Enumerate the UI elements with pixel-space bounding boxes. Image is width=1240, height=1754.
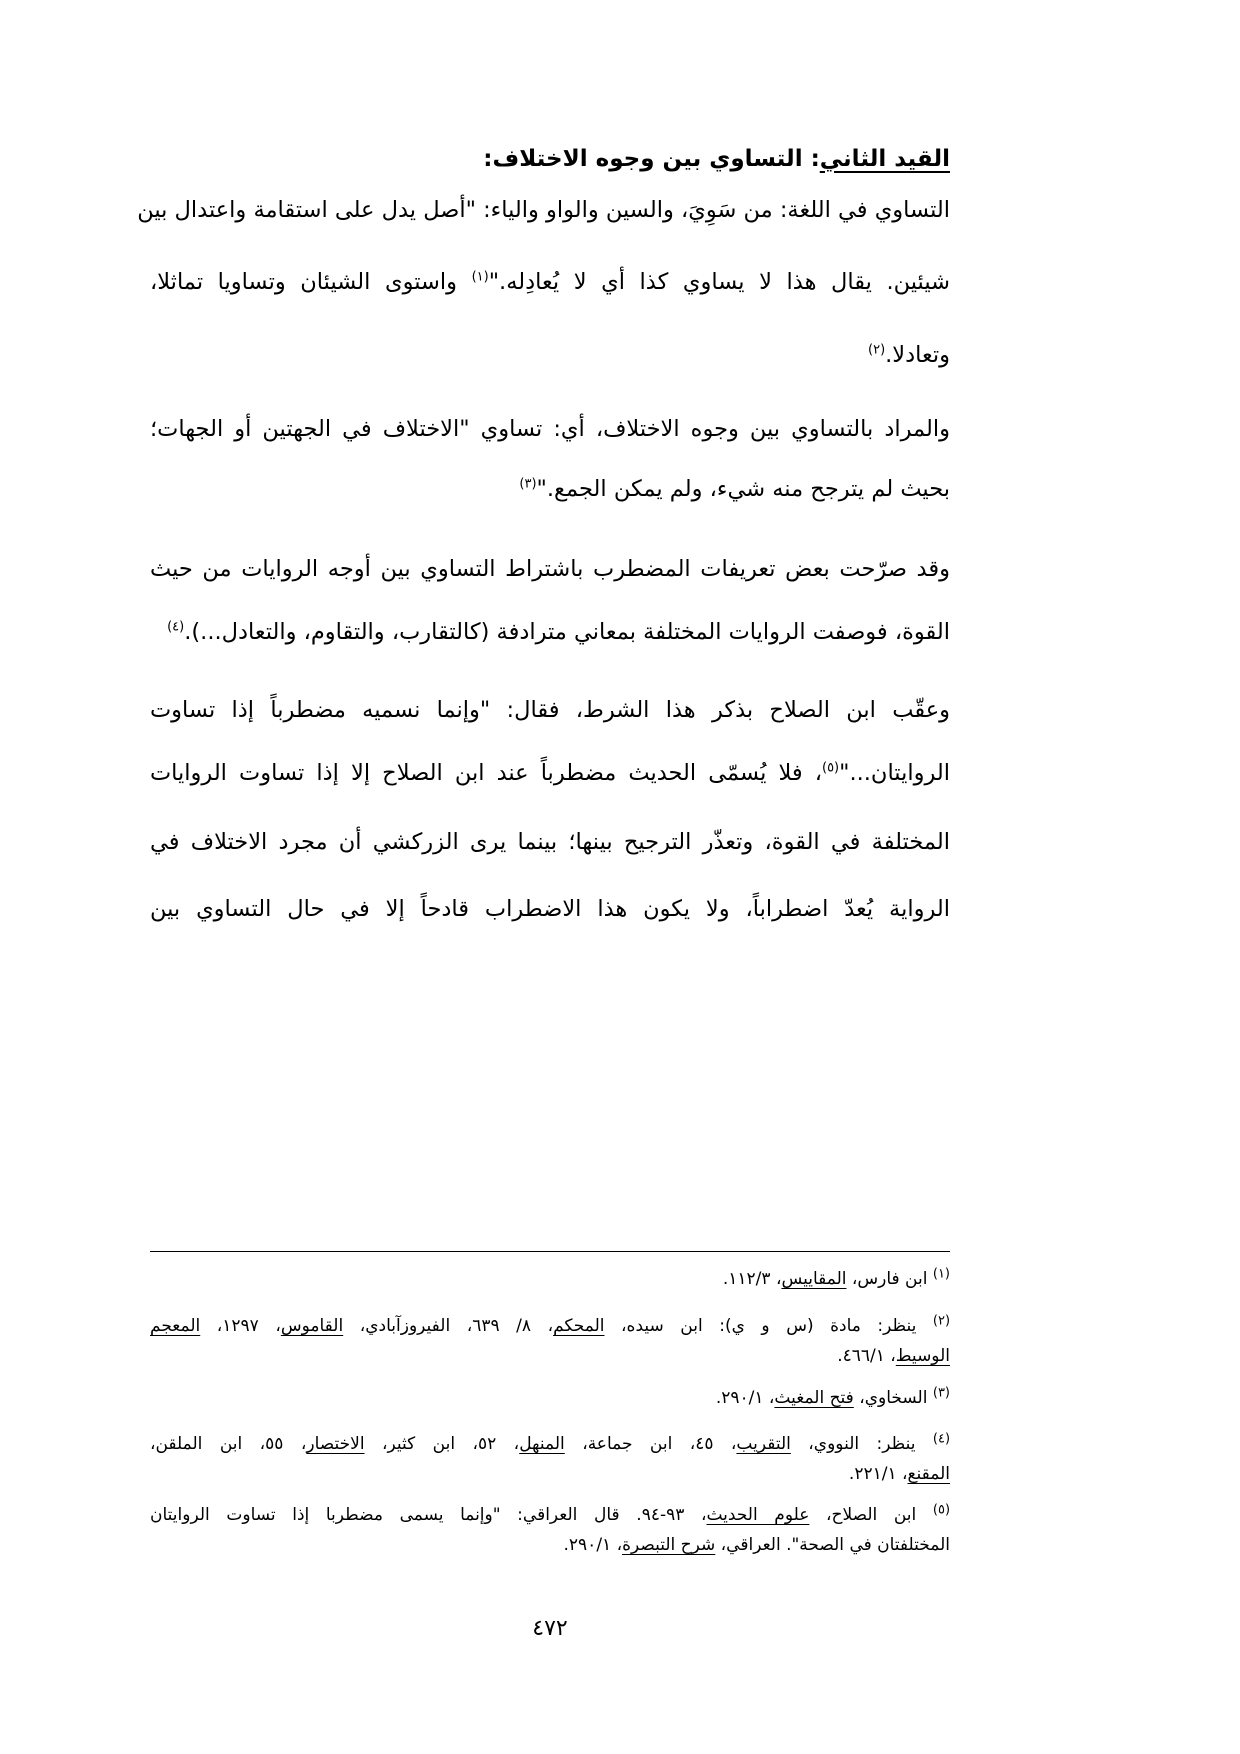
body-line-text: وتعادلا. [885, 342, 950, 368]
body-line [150, 893, 950, 925]
footnote-number: (٣) [932, 1385, 950, 1401]
source-title: المنهل [519, 1434, 565, 1454]
footnote-ref[interactable]: (١) [471, 269, 489, 285]
body-line-text: واستوى الشيئان وتساويا تماثلا، [150, 269, 472, 295]
source-title: المعجم [150, 1316, 201, 1336]
body-line-text: القوة، فوصفت الروايات المختلفة بمعاني مترادفة (كالتقارب، والتقاوم، والتعادل...). [184, 619, 950, 645]
footnote-ref[interactable]: (٥) [821, 760, 840, 776]
footnote [150, 1264, 950, 1294]
footnote-text: ، ٥٥، ابن الملقن، [150, 1434, 307, 1454]
source-title: المقنع [907, 1464, 950, 1484]
footnote-text: ينظر: النووي، [790, 1434, 933, 1454]
footnote-text: السخاوي، [853, 1388, 933, 1408]
footnote-text: ، ٥٢، ابن كثير، [364, 1434, 520, 1454]
footnote-ref[interactable]: (٤) [167, 619, 185, 635]
footnote-number: (٥) [932, 1502, 951, 1518]
footnote-separator [150, 1251, 950, 1252]
footnote-text: ابن فارس، [846, 1269, 933, 1289]
footnote-number: (١) [932, 1266, 950, 1282]
footnote-ref[interactable]: (٢) [868, 342, 886, 358]
body-line-text: ، فلا يُسمّى الحديث مضطرباً عند ابن الصلاح إلا إذا تساوت الروايات [150, 760, 822, 786]
body-line [150, 694, 950, 726]
footnote [150, 1383, 950, 1413]
footnote-text: ، ٤٥، ابن جماعة، [564, 1434, 737, 1454]
footnote-line [150, 1383, 950, 1413]
body-line [150, 413, 950, 445]
body-line-text: الروايتان..." [839, 760, 950, 786]
footnote-number: (٤) [932, 1431, 951, 1447]
footnote-text: ينظر: مادة (س و ي): ابن سيده، [604, 1316, 933, 1336]
body-line [150, 266, 950, 298]
footnote [150, 1429, 950, 1489]
body-line [137, 194, 950, 226]
footnote [150, 1500, 950, 1560]
source-title: المحكم [553, 1316, 605, 1336]
footnote-text: ، ٩٣-٩٤. قال العراقي: "وإنما يسمى مضطربا إذا تساوت الروايتان [150, 1505, 707, 1525]
source-title: التقريب [736, 1434, 791, 1454]
footnote-line [150, 1530, 950, 1560]
body-line-text: والمراد بالتساوي بين وجوه الاختلاف، أي: تساوي "الاختلاف في الجهتين أو الجهات؛ [150, 416, 950, 442]
body-line-text: شيئين. يقال هذا لا يساوي كذا أي لا يُعادِله." [488, 269, 950, 295]
page-number: ٤٧٢ [532, 1616, 568, 1641]
footnote-text: ، ١١٢/٣. [722, 1269, 782, 1289]
footnote-line [150, 1429, 950, 1459]
footnote-text: ، ٤٦٦/١. [837, 1346, 896, 1366]
footnote-text: ، ٨/ ٦٣٩، الفيروزآبادي، [343, 1316, 554, 1336]
footnote-text: ، ١٢٩٧، [200, 1316, 281, 1336]
footnote-text: ، ٢٩٠/١. [563, 1535, 623, 1555]
body-line [150, 757, 950, 789]
body-line-text: المختلفة في القوة، وتعذّر الترجيح بينها؛ بينما يرى الزركشي أن مجرد الاختلاف في [150, 829, 950, 855]
footnote-line [150, 1341, 950, 1371]
body-line [150, 616, 950, 648]
body-line-text: وعقّب ابن الصلاح بذكر هذا الشرط، فقال: "وإنما نسميه مضطرباً إذا تساوت [150, 697, 950, 723]
body-line [150, 339, 950, 371]
footnote-line [150, 1459, 950, 1489]
source-title: الوسيط [895, 1346, 950, 1366]
body-line-text: التساوي في اللغة: من سَوِيَ، والسين والواو والياء: "أصل يدل على استقامة واعتدال بين [137, 197, 950, 223]
source-title: القاموس [280, 1316, 344, 1336]
footnote-ref[interactable]: (٣) [519, 476, 537, 492]
body-line [150, 553, 950, 585]
section-heading [483, 146, 950, 172]
source-title: الاختصار [306, 1434, 365, 1454]
source-title: شرح التبصرة [622, 1535, 716, 1555]
source-title: علوم الحديث [706, 1505, 810, 1525]
body-line [150, 826, 950, 858]
body-line-text: الرواية يُعدّ اضطراباً، ولا يكون هذا الاضطراب قادحاً إلا في حال التساوي بين [150, 896, 950, 922]
body-line-text: بحيث لم يترجح منه شيء، ولم يمكن الجمع." [536, 476, 950, 502]
footnote-text: ابن الصلاح، [809, 1505, 933, 1525]
body-line [150, 473, 950, 505]
source-title: المقاييس [781, 1269, 847, 1289]
footnote [150, 1311, 950, 1371]
heading-underlined: القيد الثاني [819, 146, 950, 172]
heading-rest: : التساوي بين وجوه الاختلاف: [483, 146, 820, 172]
footnote-text: المختلفتان في الصحة". العراقي، [715, 1535, 950, 1555]
document-page [137, 0, 951, 1754]
footnote-text: ، ٢٢١/١. [848, 1464, 908, 1484]
footnote-line [150, 1500, 950, 1530]
footnote-number: (٢) [932, 1313, 951, 1329]
footnote-line [150, 1311, 950, 1341]
body-line-text: وقد صرّحت بعض تعريفات المضطرب باشتراط التساوي بين أوجه الروايات من حيث [150, 556, 950, 582]
source-title: فتح المغيث [774, 1388, 854, 1408]
footnote-text: ، ٢٩٠/١. [715, 1388, 775, 1408]
footnote-line [150, 1264, 950, 1294]
